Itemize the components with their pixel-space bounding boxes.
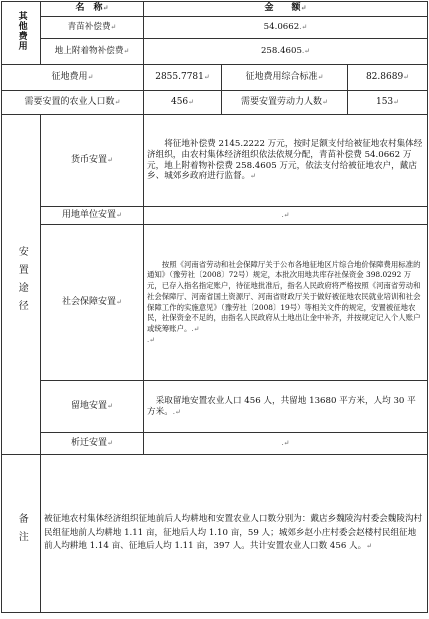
labor-population-label: 需要安置劳动力人数↵ xyxy=(222,91,348,115)
resettlement-content-retained-land: 采取留地安置农业人口 456 人，共留地 13680 平方米，人均 30 平方米。.↵ xyxy=(144,381,428,433)
agri-population-value: 456↵ xyxy=(144,91,222,115)
resettlement-label-retained-land: 留地安置↵ xyxy=(41,381,144,433)
land-acquisition-table xyxy=(1,1,428,613)
resettlement-label-monetary: 货币安置↵ xyxy=(41,115,144,207)
levy-fee-label: 征地费用↵ xyxy=(2,65,144,91)
agri-population-label: 需要安置的农业人口数↵ xyxy=(2,91,144,115)
other-fees-group-label: 其他费用 xyxy=(2,2,41,65)
notes-content: 被征地农村集体经济组织征地前后人均耕地和安置农业人口数分别为：戴店乡魏陵沟村委会魏陵沟村民组征地前人均耕地 1.11 亩，征地后人均 1.10 亩，59 人；城郊乡赵小庄村委会赵楼村民组征地前人均耕地 1.14 亩、征地后人均 1.11 亩，397 人。共计安置农业人口数 456 人。↵ xyxy=(41,455,428,613)
notes-label: 备注 xyxy=(2,455,41,613)
resettlement-label-relocation: 析迁安置↵ xyxy=(41,433,144,455)
amount-header: 金 额↵ xyxy=(144,2,428,17)
resettlement-content-monetary: 将征地补偿费 2145.2222 万元，按时足额支付给被征地农村集体经济组织，由农村集体经济组织依法依规分配，青苗补偿费 54.0662 万元，地上附着物补偿费 258.4605 万元，依法支付给被征地农户，戴店乡、城郊乡政府进行监督。↵ xyxy=(144,115,428,207)
fee-name-seedling: 青苗补偿费↵ xyxy=(41,17,144,39)
resettlement-label-employer: 用地单位安置↵ xyxy=(41,207,144,225)
resettlement-group-label: 安置途径 xyxy=(2,115,41,455)
fee-amount-attachment: 258.4605.↵ xyxy=(144,39,428,65)
levy-standard-value: 82.8689↵ xyxy=(348,65,428,91)
levy-fee-value: 2855.7781↵ xyxy=(144,65,222,91)
name-header: 名 称↵ xyxy=(41,2,144,17)
resettlement-label-social-security: 社会保障安置↵ xyxy=(41,225,144,381)
fee-amount-seedling: 54.0662.↵ xyxy=(144,17,428,39)
fee-name-attachment: 地上附着物补偿费↵ xyxy=(41,39,144,65)
levy-standard-label: 征地费用综合标准↵ xyxy=(222,65,348,91)
labor-population-value: 153↵ xyxy=(348,91,428,115)
resettlement-content-relocation: .↵ xyxy=(144,433,428,455)
resettlement-content-employer: .↵ xyxy=(144,207,428,225)
resettlement-content-social-security: 按照《河南省劳动和社会保障厅关于公布各地征地区片综合地价保障费用标准的通知》（豫劳社〔2008〕72号）规定，本批次用地共库存社保资金 398.0292 万元，已存入指名指定账户，待征地批准后，指名人民政府将严格按照《河南省劳动和社会保障厅、河南省国土资源厅、河南省财政厅关于做好被征地农民就业培训和社会保障工作的实施意见》（豫劳社〔2008〕19号）等相关文件的规定，安置被征地农民，社保资金不足的，由指名人民政府从土地出让金中补齐，并按规定记入个人账户或统筹账户。.↵ .↵ xyxy=(144,225,428,381)
